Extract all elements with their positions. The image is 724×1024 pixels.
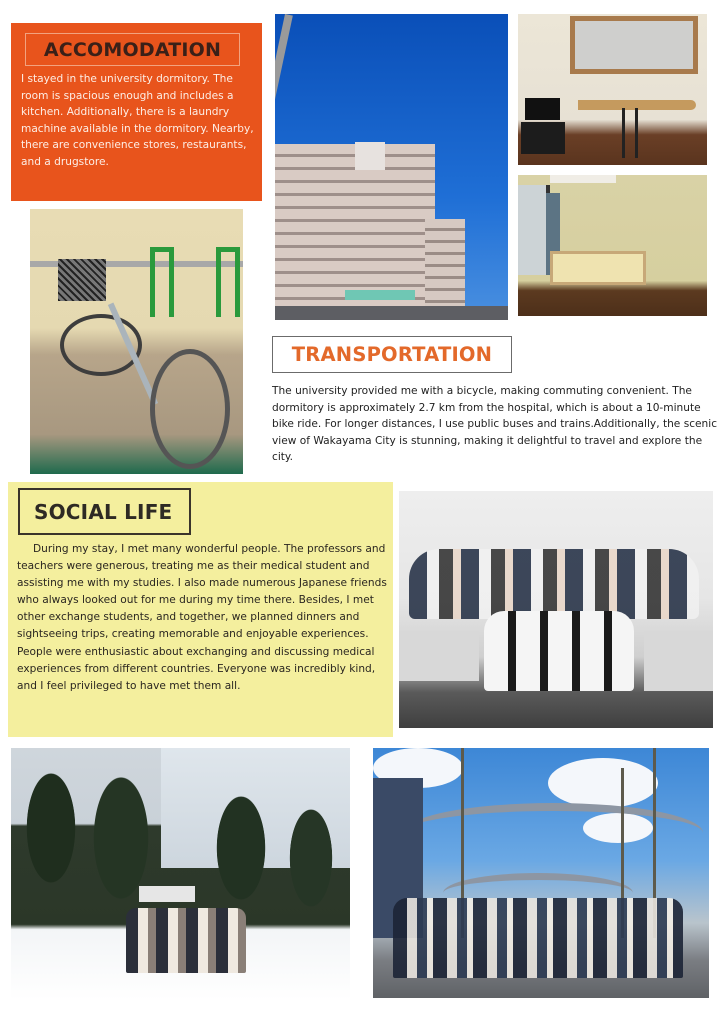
transportation-title-frame: [272, 336, 512, 373]
theme-park-group-photo: [373, 748, 709, 998]
snow-group-photo: [11, 748, 350, 1000]
dorm-room-desk-photo: [518, 14, 707, 165]
social-life-text: During my stay, I met many wonderful people. The professors and teachers were generous, treating me as their medical student and assisting me with my studies. I also made numerous Japanese friends who always looked out for me during my time there. Besides, I met other exchange students, and together, we planned dinners and sightseeing trips, creating memorable and enjoyable experiences. People were enthusiastic about exchanging and discussing medical experiences from different countries. Everyone was incredibly kind, and I feel privileged to have met them all.: [17, 543, 387, 692]
bicycle-photo: [30, 209, 243, 474]
dormitory-building-photo: [275, 14, 508, 320]
accommodation-title: ACCOMODATION: [43, 38, 222, 61]
accommodation-text: I stayed in the university dormitory. The room is spacious enough and includes a kitchen. Additionally, there is a laundry machine available in the dormitory. Nearby, there are convenience stores, restaurants, and a drugstore.: [21, 73, 254, 168]
transportation-text: The university provided me with a bicycle, making commuting convenient. The dormitory is approximately 2.7 km from the hospital, which is about a 10-minute bike ride. For longer distances, I use public buses and trains.Additionally, the scenic view of Wakayama City is stunning, making it delightful to travel and explore the city.: [272, 385, 718, 464]
accommodation-section: [11, 23, 262, 201]
social-life-title-frame: [18, 488, 191, 535]
accommodation-title-frame: [25, 33, 240, 66]
transportation-title: TRANSPORTATION: [291, 343, 493, 366]
dorm-bedroom-photo: [518, 175, 707, 316]
group-classroom-photo: [399, 491, 713, 728]
social-life-section: [8, 482, 393, 737]
social-life-title: SOCIAL LIFE: [34, 499, 173, 524]
